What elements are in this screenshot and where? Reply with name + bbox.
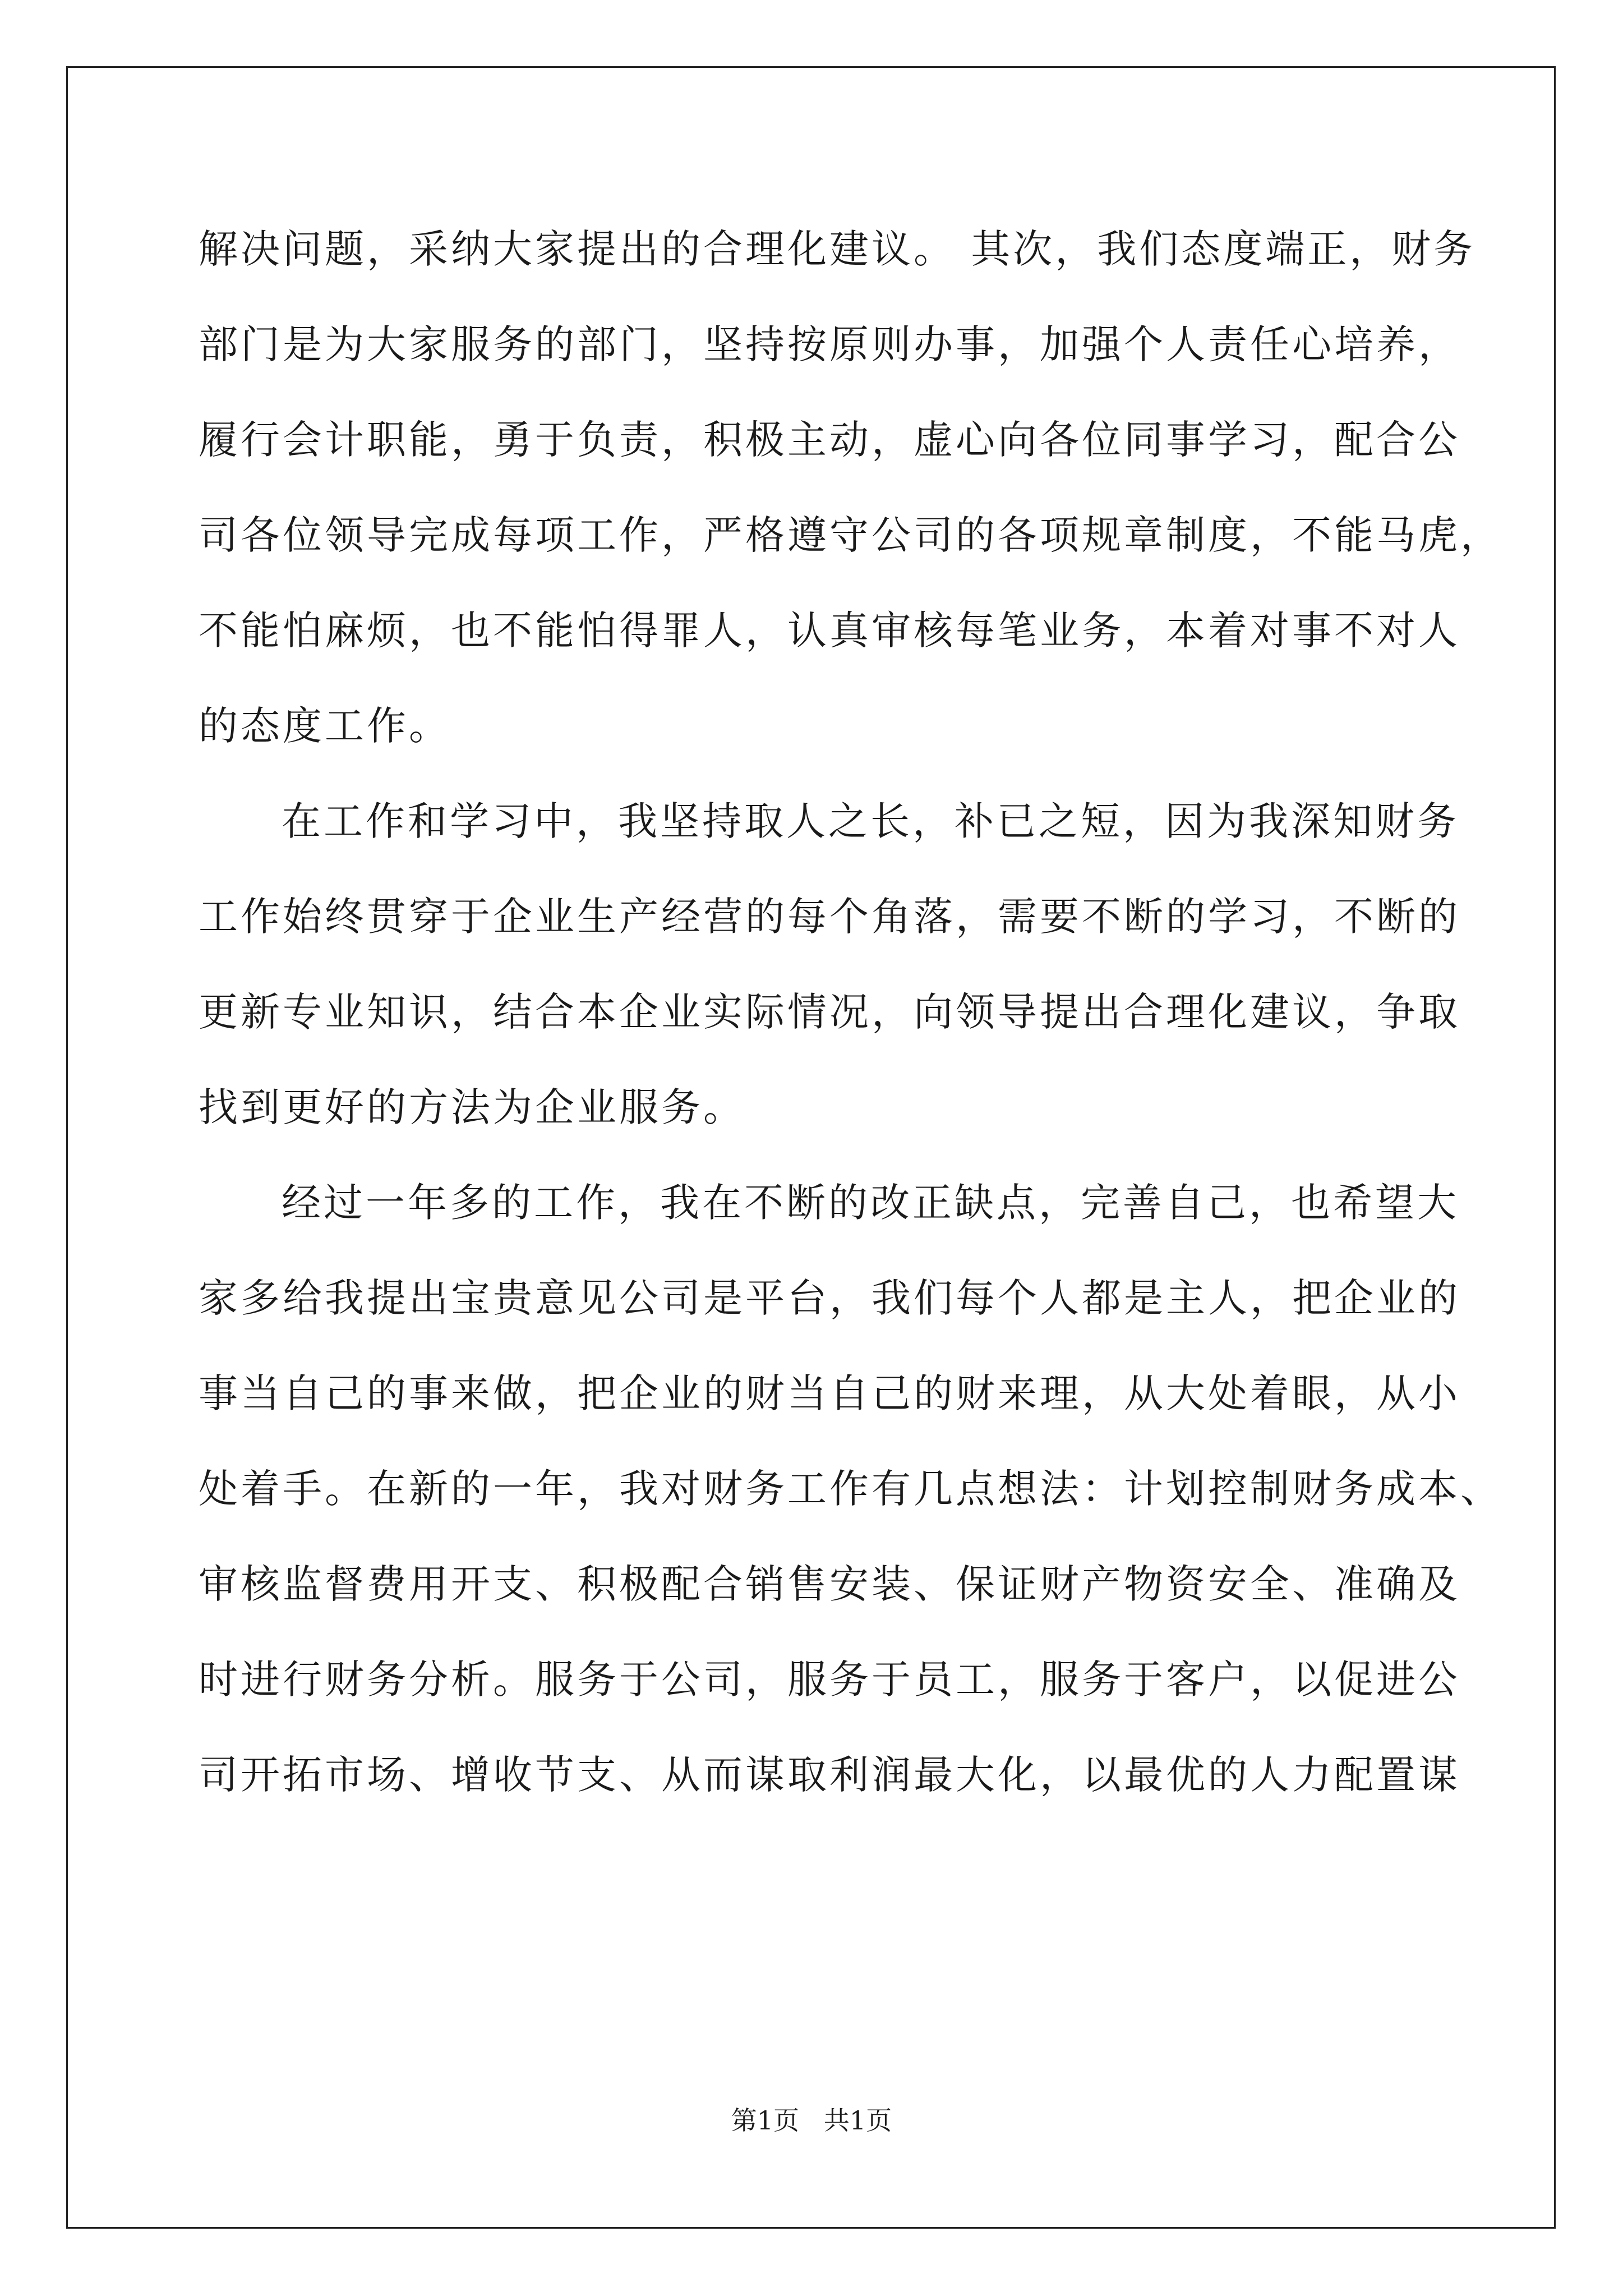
text-line: 不能怕麻烦，也不能怕得罪人，认真审核每笔业务，本着对事不对人 (199, 608, 1460, 654)
text-line: 履行会计职能，勇于负责，积极主动，虚心向各位同事学习，配合公 (199, 417, 1460, 463)
text-line: 更新专业知识，结合本企业实际情况，向领导提出合理化建议，争取 (199, 989, 1460, 1035)
page-number-footer: 第1页 共1页 (731, 2105, 892, 2136)
text-line: 解决问题，采纳大家提出的合理化建议。 其次，我们态度端正，财务 (199, 226, 1476, 272)
text-line: 找到更好的方法为企业服务。 (199, 1084, 745, 1130)
text-line: 司开拓市场、增收节支、从而谋取利润最大化，以最优的人力配置谋 (199, 1752, 1460, 1798)
text-line: 处着手。在新的一年，我对财务工作有几点想法：计划控制财务成本、 (199, 1466, 1502, 1512)
text-line: 部门是为大家服务的部门，坚持按原则办事，加强个人责任心培养， (199, 321, 1460, 367)
text-line: 事当自己的事来做，把企业的财当自己的财来理，从大处着眼，从小 (199, 1370, 1460, 1416)
text-line: 时进行财务分析。服务于公司，服务于员工，服务于客户，以促进公 (199, 1657, 1460, 1703)
paragraph-first-line: 经过一年多的工作，我在不断的改正缺点，完善自己，也希望大 (282, 1180, 1459, 1226)
paragraph-first-line: 在工作和学习中，我坚持取人之长，补已之短，因为我深知财务 (282, 798, 1459, 844)
document-body (199, 221, 1502, 1842)
text-line: 的态度工作。 (199, 703, 451, 749)
text-line: 工作始终贯穿于企业生产经营的每个角落，需要不断的学习，不断的 (199, 894, 1460, 940)
text-line: 审核监督费用开支、积极配合销售安装、保证财产物资安全、准确及 (199, 1561, 1460, 1607)
text-line: 家多给我提出宝贵意见公司是平台，我们每个人都是主人，把企业的 (199, 1275, 1460, 1321)
text-line: 司各位领导完成每项工作，严格遵守公司的各项规章制度，不能马虎， (199, 512, 1502, 558)
